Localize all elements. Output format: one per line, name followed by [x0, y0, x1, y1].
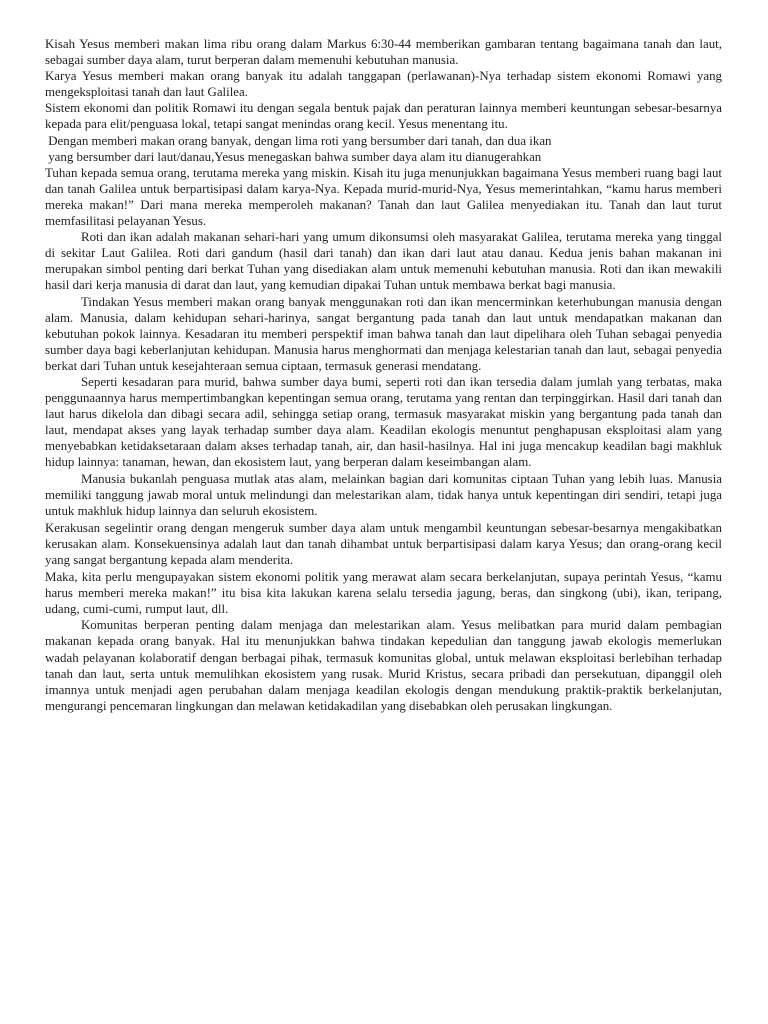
paragraph-karya-yesus: Karya Yesus memberi makan orang banyak itu adalah tanggapan (perlawanan)-Nya terhadap sistem ekonomi Romawi yang mengeksploitasi tanah dan laut Galilea. [45, 69, 722, 100]
paragraph-tuhan-kepada-semua: Tuhan kepada semua orang, terutama mereka yang miskin. Kisah itu juga menunjukkan bagaimana Yesus memberi ruang bagi laut dan tanah Galilea untuk berpartisipasi dalam karya-Nya. Kepada murid-murid-Nya, Yesus memerintahkan, “kamu harus memberi mereka makan!” Dari mana mereka memperoleh makanan? Tanah dan laut Galilea menyediakan itu. Tanah dan laut turut memfasilitasi pelayanan Yesus. [45, 165, 722, 229]
paragraph-kesadaran-murid: Seperti kesadaran para murid, bahwa sumber daya bumi, seperti roti dan ikan tersedia dalam jumlah yang terbatas, maka penggunaannya harus mempertimbangkan kepentingan semua orang, terutama yang rentan dan terpinggirkan. Hasil dari tanah dan laut harus dikelola dan dibagi secara adil, sehingga setiap orang, termasuk masyarakat miskin yang bergantung pada tanah dan laut, mendapat akses yang layak terhadap sumber daya alam. Keadilan ekologis menuntut penghapusan eksploitasi alam yang menyebabkan ketidaksetaraan dalam akses terhadap tanah, air, dan hasil-hasilnya. Hal ini juga mencakup keadilan bagi makhluk hidup lainnya: tanaman, hewan, dan ekosistem laut, yang berperan dalam keseimbangan alam. [45, 374, 722, 470]
paragraph-tindakan-yesus: Tindakan Yesus memberi makan orang banyak menggunakan roti dan ikan mencerminkan keterhubungan manusia dengan alam. Manusia, dalam kehidupan sehari-harinya, sangat bergantung pada tanah dan laut untuk mendapatkan makanan dan kebutuhan pokok lainnya. Kesadaran itu memberi perspektif iman bahwa tanah dan laut dipelihara oleh Tuhan sebagai penyedia sumber daya bagi keberlanjutan kehidupan. Manusia harus menghormati dan menjaga kelestarian tanah dan laut, sebagai penyedia berkat dari Tuhan untuk kesejahteraan semua ciptaan, termasuk generasi mendatang. [45, 294, 722, 373]
paragraph-kerakusan: Kerakusan segelintir orang dengan mengeruk sumber daya alam untuk mengambil keuntungan sebesar-besarnya mengakibatkan kerusakan alam. Konsekuensinya adalah laut dan tanah dihambat untuk berpartisipasi dalam karya Yesus; dan orang-orang kecil yang sangat bergantung kepada alam menderita. [45, 520, 722, 567]
paragraph-intro: Kisah Yesus memberi makan lima ribu orang dalam Markus 6:30-44 memberikan gambaran tentang bagaimana tanah dan laut, sebagai sumber daya alam, turut berperan dalam memenuhi kebutuhan manusia. [45, 37, 722, 68]
paragraph-roti-dan-ikan: Roti dan ikan adalah makanan sehari-hari yang umum dikonsumsi oleh masyarakat Galilea, terutama mereka yang tinggal di sekitar Laut Galilea. Roti dari gandum (hasil dari tanah) dan ikan dari laut atau danau. Kedua jenis bahan makanan ini merupakan simbol penting dari berkat Tuhan yang disediakan alam untuk memenuhi kebutuhan manusia. Roti dan ikan mewakili hasil dari kerja manusia di darat dan laut, yang kemudian dipakai Tuhan untuk membawa berkat bagi manusia. [45, 230, 722, 293]
paragraph-manusia-bukan-penguasa: Manusia bukanlah penguasa mutlak atas alam, melainkan bagian dari komunitas ciptaan Tuhan yang lebih luas. Manusia memiliki tanggung jawab moral untuk melindungi dan melestarikan alam, tidak hanya untuk kepentingan diri sendiri, tetapi juga untuk makhluk hidup lainnya dan seluruh ekosistem. [45, 471, 722, 518]
document-page [45, 36, 722, 714]
paragraph-memberi-makan-line-1: Dengan memberi makan orang banyak, dengan lima roti yang bersumber dari tanah, dan dua ikan [45, 133, 552, 148]
paragraph-sistem-ekonomi: Sistem ekonomi dan politik Romawi itu dengan segala bentuk pajak dan peraturan lainnya memberi keuntungan sebesar-besarnya kepada para elit/penguasa lokal, tetapi sangat menindas orang kecil. Yesus menentang itu. [45, 101, 722, 132]
paragraph-komunitas: Komunitas berperan penting dalam menjaga dan melestarikan alam. Yesus melibatkan para murid dalam pembagian makanan kepada orang banyak. Hal itu menunjukkan bahwa tindakan kepedulian dan tanggung jawab ekologis memerlukan wadah pelayanan kolaboratif dengan berbagai pihak, termasuk komunitas global, untuk melawan eksploitasi berlebihan terhadap tanah dan laut, serta untuk memulihkan ekosistem yang rusak. Murid Kristus, secara pribadi dan persekutuan, dipanggil oleh imannya untuk menjadi agen perubahan dalam menjaga keadilan ekologis dengan mendukung praktik-praktik berkelanjutan, mengurangi pencemaran lingkungan dan melawan ketidakadilan yang disebabkan oleh perusakan lingkungan. [45, 618, 722, 713]
paragraph-ekonomi-berkelanjutan: Maka, kita perlu mengupayakan sistem ekonomi politik yang merawat alam secara berkelanjutan, supaya perintah Yesus, “kamu harus memberi mereka makan!” itu bisa kita lakukan karena selalu tersedia jagung, beras, dan singkong (ubi), ikan, teripang, udang, cumi-cumi, rumput laut, dll. [45, 570, 722, 617]
paragraph-memberi-makan-line-2: yang bersumber dari laut/danau,Yesus menegaskan bahwa sumber daya alam itu dianugerahkan [45, 149, 542, 164]
